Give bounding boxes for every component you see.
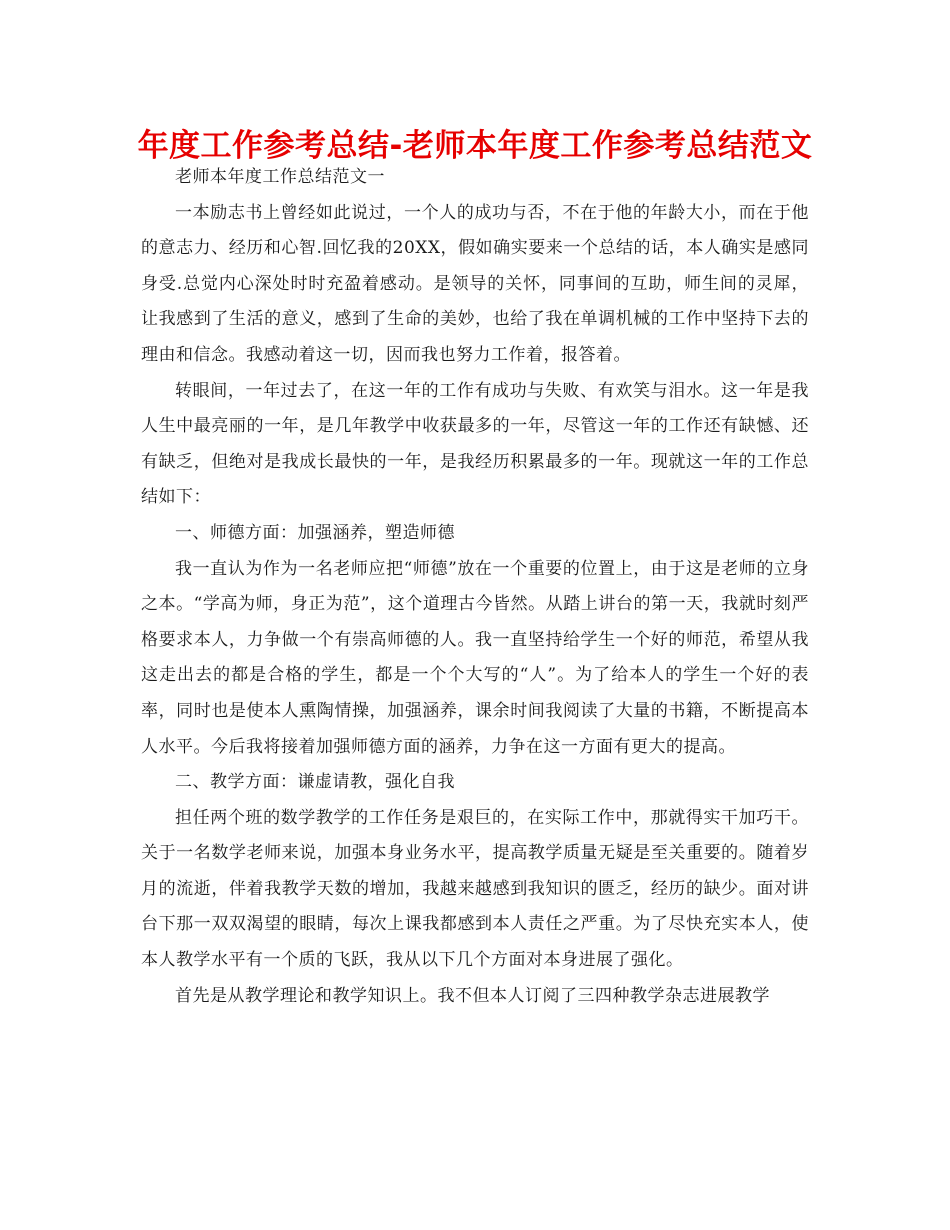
subtitle-paragraph: 老师本年度工作总结范文一 — [175, 167, 385, 187]
section-heading: 一、师德方面：加强涵养，塑造师德 — [175, 522, 455, 543]
body-paragraph: 一本励志书上曾经如此说过，一个人的成功与否，不在于他的年龄大小，而在于他的意志力、经历和心智.回忆我的20XX，假如确实要来一个总结的话，本人确实是感同身受.总觉内心深处时时充盈着感动。是领导的关怀，同事间的互助，师生间的灵犀，让我感到了生活的意义，感到了生命的美妙，也给了我在单调机械的工作中坚持下去的理由和信念。我感动着这一切，因而我也努力工作着，报答着。 — [141, 202, 809, 365]
body-paragraph: 担任两个班的数学教学的工作任务是艰巨的，在实际工作中，那就得实干加巧干。关于一名数学老师来说，加强本身业务水平，提高教学质量无疑是至关重要的。随着岁月的流逝，伴着我教学天数的增加，我越来越感到我知识的匮乏，经历的缺少。面对讲台下那一双双渴望的眼睛，每次上课我都感到本人责任之严重。为了尽快充实本人，使本人教学水平有一个质的飞跃，我从以下几个方面对本身进展了强化。 — [141, 807, 809, 971]
body-paragraph: 首先是从教学理论和教学知识上。我不但本人订阅了三四种教学杂志进展教学 — [175, 985, 770, 1006]
body-paragraph: 我一直认为作为一名老师应把“师德”放在一个重要的位置上，由于这是老师的立身之本。“学高为师，身正为范”，这个道理古今皆然。从踏上讲台的第一天，我就时刻严格要求本人，力争做一个有崇高师德的人。我一直坚持给学生一个好的师范，希望从我这走出去的都是合格的学生，都是一个个大写的“人”。为了给本人的学生一个好的表率，同时也是使本人熏陶情操，加强涵养，课余时间我阅读了大量的书籍，不断提高本人水平。今后我将接着加强师德方面的涵养，力争在这一方面有更大的提高。 — [141, 558, 809, 757]
body-paragraph: 转眼间，一年过去了，在这一年的工作有成功与失败、有欢笑与泪水。这一年是我人生中最亮丽的一年，是几年教学中收获最多的一年，尽管这一年的工作还有缺憾、还有缺乏，但绝对是我成长最快的一年，是我经历积累最多的一年。现就这一年的工作总结如下： — [141, 380, 809, 508]
document-title: 年度工作参考总结-老师本年度工作参考总结范文 — [137, 128, 813, 164]
section-heading: 二、教学方面：谦虚请教，强化自我 — [175, 772, 455, 793]
document-body — [141, 160, 809, 1014]
